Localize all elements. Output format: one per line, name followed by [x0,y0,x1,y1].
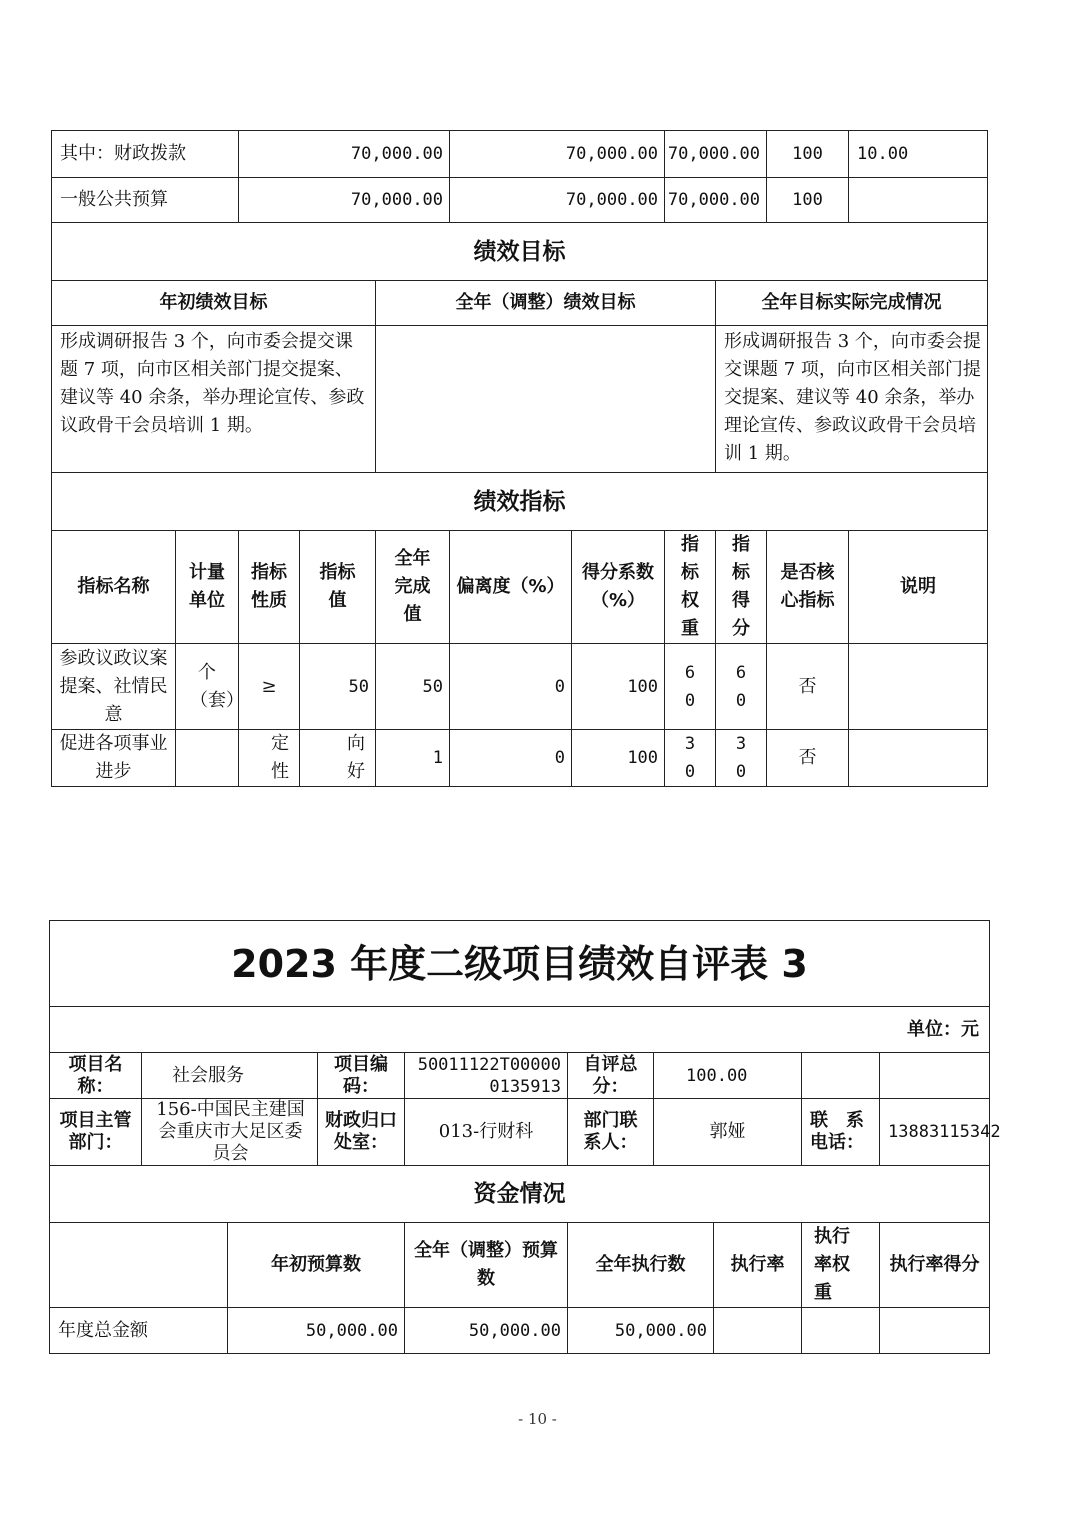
header-core: 是否核心指标 [767,531,849,644]
funding-row-general-budget [52,178,988,223]
indicator-row [52,730,988,787]
performance-table-continued [51,130,988,787]
indicator-completed: 50 [376,644,450,730]
indicators-section-row [52,473,988,531]
indicator-core: 否 [767,644,849,730]
adjusted-budget: 70,000.00 [450,131,665,178]
header-indicator-name: 指标名称 [52,531,176,644]
indicator-completed: 1 [376,730,450,787]
goals-header-actual: 全年目标实际完成情况 [716,281,988,326]
project-name-label: 项目名称： [50,1053,142,1099]
rate-weight [849,178,988,223]
goal-actual-text: 形成调研报告 3 个，向市委会提交课题 7 项，向市区相关部门提交提案、建议等 40 余条，举办理论宣传、参政议政骨干会员培训 1 期。 [716,326,988,473]
funding-row-total [50,1308,990,1354]
info-row-1 [50,1053,990,1099]
indicator-header-row [52,531,988,644]
initial-budget: 50,000.00 [228,1308,405,1354]
phone: 13883115342 [880,1099,990,1166]
rate-score [880,1308,990,1354]
indicator-value: 50 [300,644,376,730]
dept-label: 项目主管部门： [50,1099,142,1166]
rate-weight [802,1308,880,1354]
unit-label: 单位：元 [50,1007,990,1053]
empty-cell [802,1053,880,1099]
header-nature: 指标性质 [239,531,300,644]
executed-amount: 70,000.00 [665,131,767,178]
header-adjusted-budget: 全年（调整）预算数 [405,1223,568,1308]
header-initial-budget: 年初预算数 [228,1223,405,1308]
executed-amount: 50,000.00 [568,1308,714,1354]
indicator-nature: ≥ [239,644,300,730]
funding-section-row [50,1166,990,1223]
goals-section-title: 绩效目标 [52,223,988,281]
header-rate-weight: 执行率权重 [802,1223,880,1308]
goals-section-row [52,223,988,281]
empty-cell [880,1053,990,1099]
self-evaluation-table-3 [49,920,1001,1354]
table-title: 2023 年度二级项目绩效自评表 3 [50,921,990,1007]
indicator-deviation: 0 [450,644,572,730]
indicator-weight: 60 [665,644,716,730]
indicator-value: 向好 [300,730,376,787]
header-unit: 计量单位 [176,531,239,644]
dept: 156-中国民主建国会重庆市大足区委员会 [142,1099,318,1166]
goals-header-adjusted: 全年（调整）绩效目标 [376,281,716,326]
header-coefficient: 得分系数（%） [572,531,665,644]
header-completed: 全年完成值 [376,531,450,644]
header-value: 指标值 [300,531,376,644]
indicators-section-title: 绩效指标 [52,473,988,531]
execution-rate: 100 [767,178,849,223]
row-label: 年度总金额 [50,1308,228,1354]
goal-adjusted-text [376,326,716,473]
contact: 郭娅 [654,1099,802,1166]
header-rate-score: 执行率得分 [880,1223,990,1308]
indicator-coefficient: 100 [572,730,665,787]
rate-weight: 10.00 [849,131,988,178]
row-label: 其中：财政拨款 [52,131,239,178]
goals-content-row [52,326,988,473]
indicator-note [849,730,988,787]
funding-header-row [50,1223,990,1308]
indicator-unit [176,730,239,787]
header-deviation: 偏离度（%） [450,531,572,644]
goal-initial-text: 形成调研报告 3 个，向市委会提交课题 7 项，向市区相关部门提交提案、建议等 40 余条，举办理论宣传、参政议政骨干会员培训 1 期。 [52,326,376,473]
header-weight: 指标权重 [665,531,716,644]
phone-label: 联 系电话： [802,1099,880,1166]
title-row [50,921,990,1007]
adjusted-budget: 70,000.00 [450,178,665,223]
project-name: 社会服务 [142,1053,318,1099]
header-note: 说明 [849,531,988,644]
goals-header-row [52,281,988,326]
indicator-weight: 30 [665,730,716,787]
empty-header-cell [50,1223,228,1308]
indicator-note [849,644,988,730]
indicator-nature: 定性 [239,730,300,787]
indicator-deviation: 0 [450,730,572,787]
finance-office: 013-行财科 [405,1099,568,1166]
project-code: 50011122T000000135913 [405,1053,568,1099]
header-executed: 全年执行数 [568,1223,714,1308]
self-score-label: 自评总分： [568,1053,654,1099]
contact-label: 部门联系人： [568,1099,654,1166]
funding-row-fiscal [52,131,988,178]
adjusted-budget: 50,000.00 [405,1308,568,1354]
indicator-name: 促进各项事业进步 [52,730,176,787]
initial-budget: 70,000.00 [239,178,450,223]
header-rate: 执行率 [714,1223,802,1308]
indicator-score: 60 [716,644,767,730]
indicator-name: 参政议政议案提案、社情民意 [52,644,176,730]
self-score: 100.00 [654,1053,802,1099]
finance-office-label: 财政归口处室： [318,1099,405,1166]
project-code-label: 项目编码： [318,1053,405,1099]
indicator-coefficient: 100 [572,644,665,730]
row-label: 一般公共预算 [52,178,239,223]
unit-row [50,1007,990,1053]
page-number: - 10 - [518,1410,557,1428]
info-row-2 [50,1099,990,1166]
initial-budget: 70,000.00 [239,131,450,178]
indicator-unit: 个（套） [176,644,239,730]
header-score: 指标得分 [716,531,767,644]
goals-header-initial: 年初绩效目标 [52,281,376,326]
indicator-core: 否 [767,730,849,787]
indicator-row [52,644,988,730]
execution-rate: 100 [767,131,849,178]
funding-section-title: 资金情况 [50,1166,990,1223]
indicator-score: 30 [716,730,767,787]
execution-rate [714,1308,802,1354]
executed-amount: 70,000.00 [665,178,767,223]
